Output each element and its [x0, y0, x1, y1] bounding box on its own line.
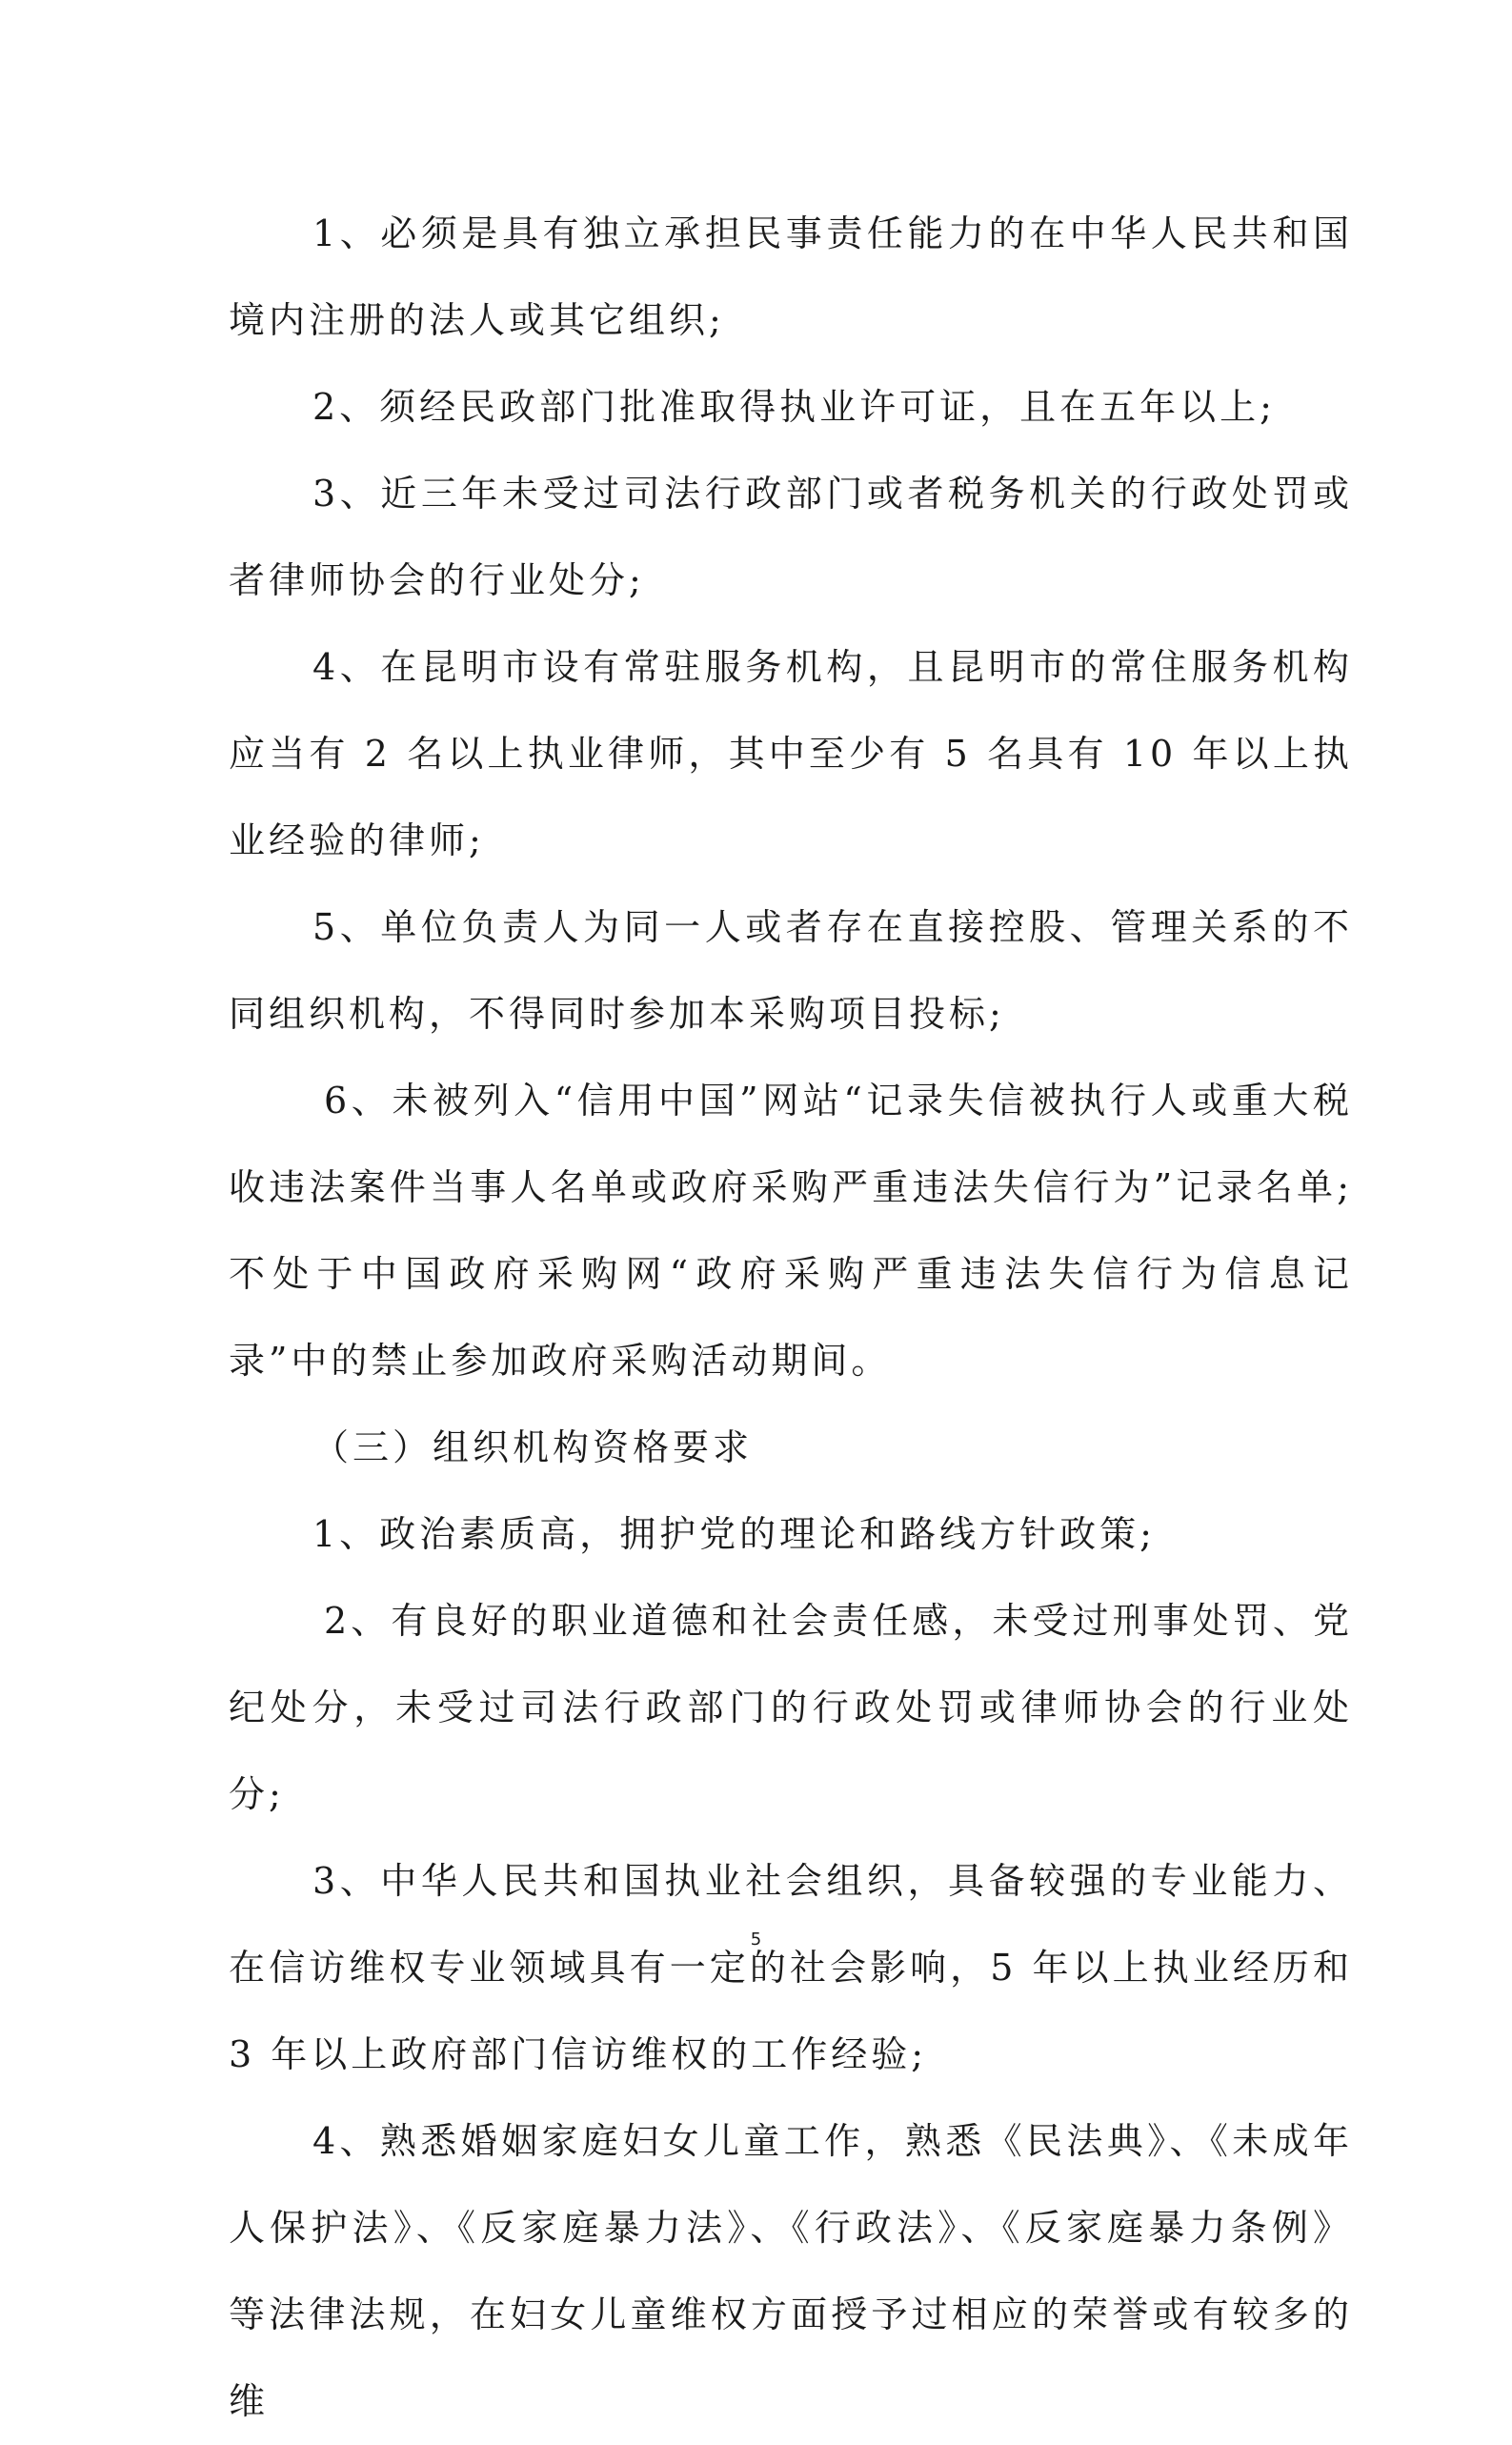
paragraph-item-4: 4、在昆明市设有常驻服务机构，且昆明市的常住服务机构应当有 2 名以上执业律师，其中至少有 5 名具有 10 年以上执业经验的律师;: [229, 646, 1353, 861]
paragraph-item-1: 1、必须是具有独立承担民事责任能力的在中华人民共和国境内注册的法人或其它组织;: [229, 212, 1353, 341]
requirement-item-4: 4、熟悉婚姻家庭妇女儿童工作，熟悉《民法典》、《未成年人保护法》、《反家庭暴力法》、《行政法》、《反家庭暴力条例》等法律法规，在妇女儿童维权方面授予过相应的荣誉或有较多的维: [229, 2120, 1353, 2422]
document-body: [229, 191, 1353, 2445]
paragraph-item-3: 3、近三年未受过司法行政部门或者税务机关的行政处罚或者律师协会的行业处分;: [229, 473, 1353, 601]
section-heading: （三）组织机构资格要求: [312, 1426, 754, 1468]
paragraph-item-6: 6、未被列入“信用中国”网站“记录失信被执行人或重大税收违法案件当事人名单或政府采购严重违法失信行为”记录名单;不处于中国政府采购网“政府采购严重违法失信行为信息记录”中的禁止参加政府采购活动期间。: [229, 1080, 1353, 1382]
paragraph-item-2: 2、须经民政部门批准取得执业许可证，且在五年以上;: [312, 386, 1276, 428]
page-number: 5: [750, 1930, 762, 1950]
requirement-item-3: 3、中华人民共和国执业社会组织，具备较强的专业能力、在信访维权专业领域具有一定的社会影响，5 年以上执业经历和 3 年以上政府部门信访维权的工作经验;: [229, 1860, 1353, 2075]
paragraph-item-5: 5、单位负责人为同一人或者存在直接控股、管理关系的不同组织机构，不得同时参加本采购项目投标;: [229, 906, 1353, 1035]
requirement-item-2: 2、有良好的职业道德和社会责任感，未受过刑事处罚、党纪处分，未受过司法行政部门的行政处罚或律师协会的行业处分;: [229, 1600, 1353, 1815]
requirement-item-1: 1、政治素质高，拥护党的理论和路线方针政策;: [312, 1513, 1156, 1555]
